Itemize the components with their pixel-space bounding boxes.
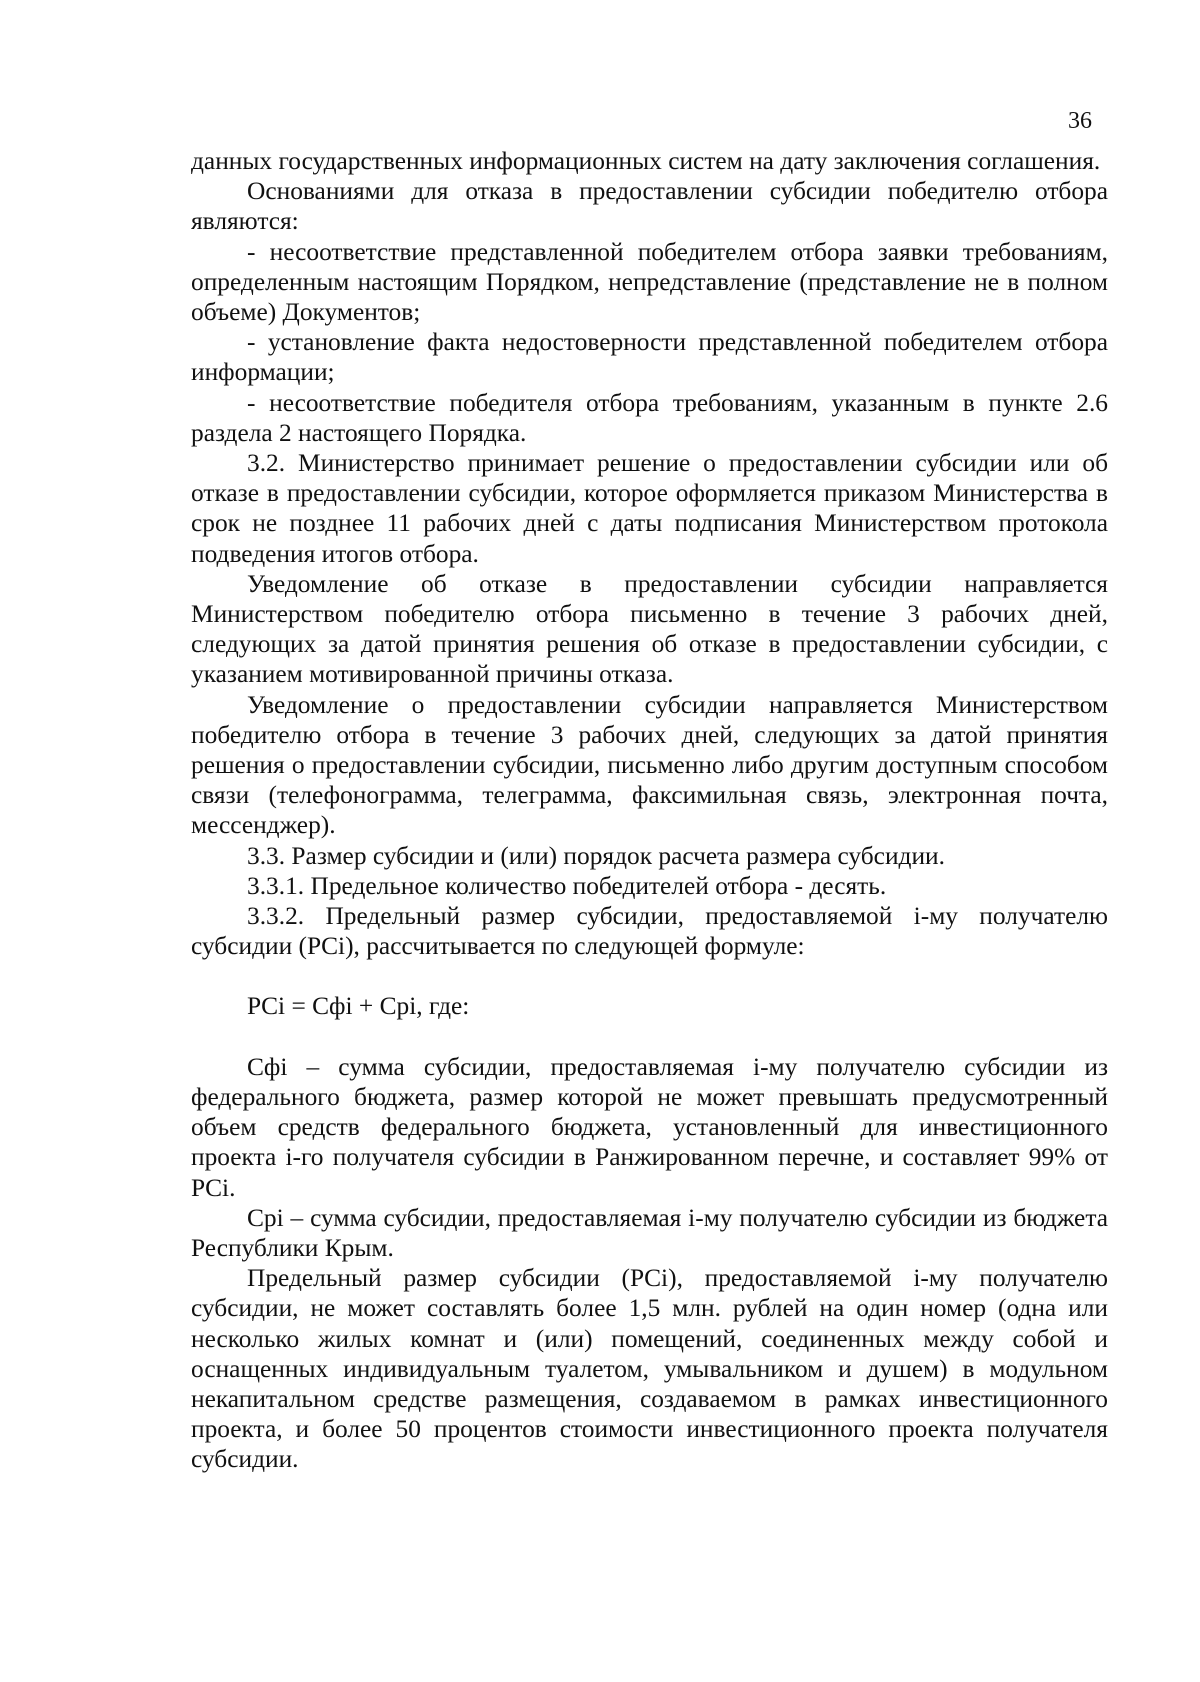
paragraph-3-2-decision: 3.2. Министерство принимает решение о предоставлении субсидии или об отказе в предоставлении субсидии, которое оформляется приказом Министерства в срок не позднее 11 рабочих дней с даты подписания Министерством протокола подведения итогов отбора. xyxy=(191,449,1108,568)
paragraph-refusal-notification: Уведомление об отказе в предоставлении субсидии направляется Министерством победителю отбора письменно в течение 3 рабочих дней, следующих за датой принятия решения об отказе в предоставлении субсидии, с указанием мотивированной причины отказа. xyxy=(191,569,1108,689)
paragraph-cpi-definition: Cpi – сумма субсидии, предоставляемая i-му получателю субсидии из бюджета Республики Крым. xyxy=(191,1203,1108,1262)
paragraph-cfi-definition: Cфi – сумма субсидии, предоставляемая i-му получателю субсидии из федерального бюджета, размер которой не может превышать предусмотренный объем средств федерального бюджета, установленный для инвестиционного проекта i-го получателя субсидии в Ранжированном перечне, и составляет 99% от PCi. xyxy=(191,1052,1108,1202)
page-number: 36 xyxy=(1068,108,1092,134)
list-item-noncompliance-winner: - несоответствие победителя отбора требованиям, указанным в пункте 2.6 раздела 2 настоящего Порядка. xyxy=(191,388,1108,447)
formula: PCi = Cфi + Cpi, где: xyxy=(247,992,470,1021)
paragraph-3-3-2-formula-intro: 3.3.2. Предельный размер субсидии, предоставляемой i-му получателю субсидии (PCi), рассчитывается по следующей формуле: xyxy=(191,902,1108,961)
list-item-noncompliance-application: - несоответствие представленной победителем отбора заявки требованиям, определенным настоящим Порядком, непредставление (представление не в полном объеме) Документов; xyxy=(191,237,1108,327)
paragraph-max-subsidy: Предельный размер субсидии (PCi), предоставляемой i-му получателю субсидии, не может составлять более 1,5 млн. рублей на один номер (одна или несколько жилых комнат и (или) помещений, соединенных между собой и оснащенных индивидуальным туалетом, умывальником и душем) в модульном некапитальном средстве размещения, создаваемом в рамках инвестиционного проекта, и более 50 процентов стоимости инвестиционного проекта получателя субсидии. xyxy=(191,1264,1108,1474)
paragraph-3-3-1-limit: 3.3.1. Предельное количество победителей отбора - десять. xyxy=(247,871,887,900)
paragraph-refusal-grounds: Основаниями для отказа в предоставлении субсидии победителю отбора являются: xyxy=(191,177,1108,236)
document-body xyxy=(191,146,1108,1475)
paragraph-3-3-size: 3.3. Размер субсидии и (или) порядок расчета размера субсидии. xyxy=(247,841,945,870)
list-item-unreliable-information: - установление факта недостоверности представленной победителем отбора информации; xyxy=(191,328,1108,387)
paragraph-continuation: данных государственных информационных систем на дату заключения соглашения. xyxy=(191,147,1101,175)
paragraph-grant-notification: Уведомление о предоставлении субсидии направляется Министерством победителю отбора в течение 3 рабочих дней, следующих за датой принятия решения о предоставлении субсидии, письменно либо другим доступным способом связи (телефонограмма, телеграмма, факсимильная связь, электронная почта, мессенджер). xyxy=(191,690,1108,840)
